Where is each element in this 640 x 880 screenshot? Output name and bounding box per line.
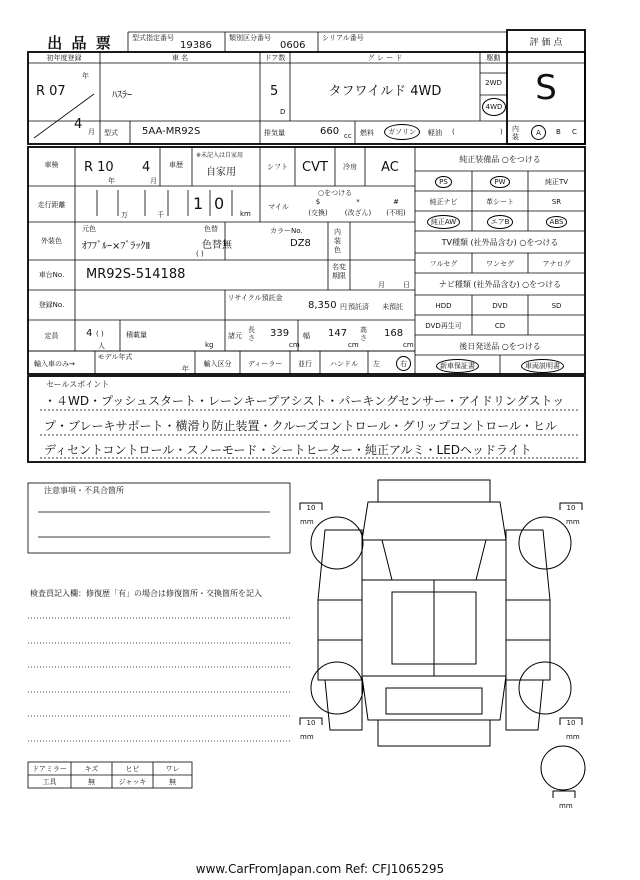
class-no-label: 類別区分番号 [229,34,271,42]
ac: AC [381,160,399,175]
width-label: 幅 [303,332,310,340]
nav-title: ナビ種類 (社外品含む) ○をつける [438,279,562,289]
tools-h-mirror: ドアミラー [32,765,67,773]
eval-label: 評 価 点 [529,37,563,48]
door-type: D [280,108,286,116]
fuel-paren-close: ) [500,128,503,136]
tools-h-break: ワレ [165,765,180,773]
fuel-paren-open: ( [452,128,455,136]
reg-label: 登録No. [38,301,65,309]
mileage-digit-1: 1 [193,194,204,213]
tread-spare-unit: mm [559,802,573,810]
later-warranty: 新車保証書 [415,359,500,372]
mileage-circle-note: ○をつける [318,189,353,197]
ac-label: 冷房 [343,163,357,171]
interior-a: A [531,125,546,140]
grade-label: グ レ ー ド [367,54,403,62]
shaken-year: R 10 [84,160,114,175]
shaken-month: 4 [142,160,151,175]
seats: 4 [86,328,93,339]
recycle-label: リサイクル預託金 [227,294,283,302]
recycle: 8,350 [308,300,337,311]
form-no: 19386 [180,40,212,51]
tread-front-left-unit: mm [300,518,314,526]
tools-jack-value: 無 [169,778,176,786]
fuel-gasoline: ガソリン [384,124,420,140]
later-title: 後日発送品 ○をつける [459,341,541,351]
mile-label: マイル [268,203,289,211]
shaken-month-unit: 月 [150,177,157,185]
tread-rear-right-unit: mm [566,733,580,741]
seats-paren: ( ) [96,330,104,338]
mileage-label: 走行距離 [37,201,66,209]
inspector-label: 検査員記入欄：修復歴「有」の場合は修復箇所・交換箇所を記入 [30,589,262,598]
orig-color: ｵﾌﾌﾞﾙｰ×ﾌﾞﾗｯｸⅡ [82,241,151,252]
sales-line-2: プ・ブレーキサポート・横滑り防止装置・クルーズコントロール・グリップコントロール・ヒル [44,419,558,433]
load-unit: kg [205,341,214,349]
length: 339 [270,328,290,339]
nav-hdd: HDD [435,301,452,310]
equip-tv: 純正TV [544,177,569,186]
name-change-label: 名変期限 [332,263,346,280]
seats-unit: 人 [98,342,105,350]
shade-label: 色替 [204,225,218,233]
handle-label: ハンドル [330,360,358,368]
recycle-paid: 預託済 [348,303,369,311]
first-reg-year: R 07 [36,84,66,99]
nav-dvd: DVD [492,301,508,310]
car-name-label: 車 名 [171,54,189,62]
nav-dvd-play: DVD再生可 [425,321,462,330]
height-label: 高さ [360,326,367,342]
tread-front-right-unit: mm [566,518,580,526]
shade-paren: ( ) [196,250,204,258]
equip-navi: 純正ナビ [429,197,458,206]
handle-right: 右 [396,356,411,371]
equip-abs: ABS [528,215,585,228]
name-change-day: 日 [403,281,410,289]
footer-ref: www.CarFromJapan.com Ref: CFJ1065295 [195,862,445,876]
import-dealer: ディーラー [247,360,283,368]
drive-4wd: 4WD [482,98,506,116]
mileage-km-unit: km [240,210,251,218]
equipment-title: 純正装備品 ○をつける [459,154,541,164]
tread-rear-left: 10 [306,719,316,727]
doors: 5 [270,84,279,99]
class-no: 0606 [280,40,306,51]
color-no-label: カラーNo. [270,227,303,235]
shaken-label: 車検 [44,161,59,169]
history-note: ※未記入は自家用 [196,152,244,159]
history: 自家用 [206,167,236,178]
width-unit: cm [348,341,359,349]
sales-line-3: ディセントコントロール・スノーモード・シートヒーター・純正アルミ・LEDヘッドライト [44,443,532,457]
mileage-sen-unit: 千 [157,211,164,219]
recycle-unit: 円 [340,303,347,311]
width: 147 [328,328,348,339]
tools-tool-label: 工具 [42,778,57,786]
mileage-digit-2: 0 [214,194,225,213]
equip-leather: 革シート [486,197,514,206]
fuel-label: 燃料 [360,129,374,137]
mark-exchange: $ [315,198,321,206]
drive-label: 駆動 [486,54,501,62]
tv-fullseg: フルセグ [429,259,458,268]
tv-title: TV種類 (社外品含む) ○をつける [441,237,559,247]
interior-b: B [556,128,561,136]
sales-line-1: ・４WD・プッシュスタート・レーンキープアシスト・パーキングセンサー・アイドリングストッ [44,394,565,408]
height: 168 [384,328,404,339]
name-change-month: 月 [378,281,385,289]
grade: タフワイルド 4WD [328,83,442,99]
first-reg-label: 初年度登録 [46,54,82,62]
cc-label: 排気量 [264,129,285,137]
cc-unit: cc [344,132,352,140]
cc: 660 [320,126,340,137]
shade: 色替無 [202,240,232,251]
color-no: DZ8 [290,238,311,249]
first-reg-month: 4 [74,117,83,132]
car-diagram [300,480,585,798]
shift-label: シフト [267,163,288,171]
recycle-unpaid: 未預託 [382,303,403,311]
tv-oneseg: ワンセグ [486,259,514,268]
model-year-label: モデル年式 [97,353,133,361]
mileage-man-unit: 万 [121,211,128,219]
import-label: 輸入車のみ→ [34,360,75,368]
length-unit: cm [289,341,300,349]
interior-color-label: 内装色 [334,228,341,254]
equip-ps: PS [415,175,472,188]
form-title: 出 品 票 [47,33,113,52]
height-unit: cm [403,341,414,349]
handle-left: 左 [373,360,380,368]
equip-airbag: エアB [472,215,528,228]
door-label: ドア数 [264,54,286,62]
shaken-year-unit: 年 [108,177,115,185]
mark-unknown: # [393,198,399,206]
tread-rear-left-unit: mm [300,733,314,741]
seats-label: 定員 [44,332,59,340]
model-year-unit: 年 [182,365,189,373]
tread-front-left: 10 [306,504,316,512]
date-slash-line [32,92,96,140]
nav-sd: SD [551,301,562,310]
fuel-diesel: 軽油 [428,129,442,137]
import-type-label: 輸入区分 [203,360,232,368]
mark-exchange-note: (交換) [308,209,328,217]
interior-c: C [572,128,577,136]
color-label: 外装色 [41,237,62,245]
equip-sr: SR [551,197,562,206]
interior-label: 内装 [512,125,519,141]
size-label: 諸元 [228,332,242,340]
tools-jack-label: ジャッキ [118,778,147,786]
tools-h-crack: ヒビ [125,765,140,773]
first-reg-month-unit: 月 [88,128,95,136]
orig-color-label: 元色 [82,225,96,233]
equip-pw: PW [472,175,528,188]
tv-analog: アナログ [542,259,571,268]
import-parallel: 並行 [298,360,312,368]
first-reg-year-unit: 年 [82,72,89,80]
model-label: 型式 [104,129,118,137]
tread-front-right: 10 [566,504,576,512]
history-label: 車歴 [169,161,183,169]
form-no-label: 型式指定番号 [132,34,174,42]
sales-label: セールスポイント [46,380,110,389]
chassis-label: 車台No. [38,271,65,279]
nav-blank [528,319,585,332]
nav-cd: CD [494,321,506,330]
equip-aw: 純正AW [415,215,472,228]
shift: CVT [302,160,328,175]
tools-h-scratch: キズ [84,765,99,773]
load-label: 積載量 [126,331,147,339]
later-manual: 車両説明書 [500,359,585,372]
model: 5AA-MR92S [142,126,201,137]
eval-score: S [535,68,557,108]
mark-unknown-note: (不明) [386,209,406,217]
notes-label: 注意事項・不具合箇所 [44,486,124,495]
tools-tool-value: 無 [88,778,95,786]
mark-tampered-note: (改ざん) [344,209,372,217]
length-label: 長さ [248,326,255,342]
chassis: MR92S-514188 [86,267,186,282]
mark-tampered: * [356,198,360,206]
tread-rear-right: 10 [566,719,576,727]
serial-label: シリアル番号 [322,34,364,42]
drive-2wd: 2WD [485,79,502,87]
car-name: ﾊｽﾗｰ [112,90,132,101]
